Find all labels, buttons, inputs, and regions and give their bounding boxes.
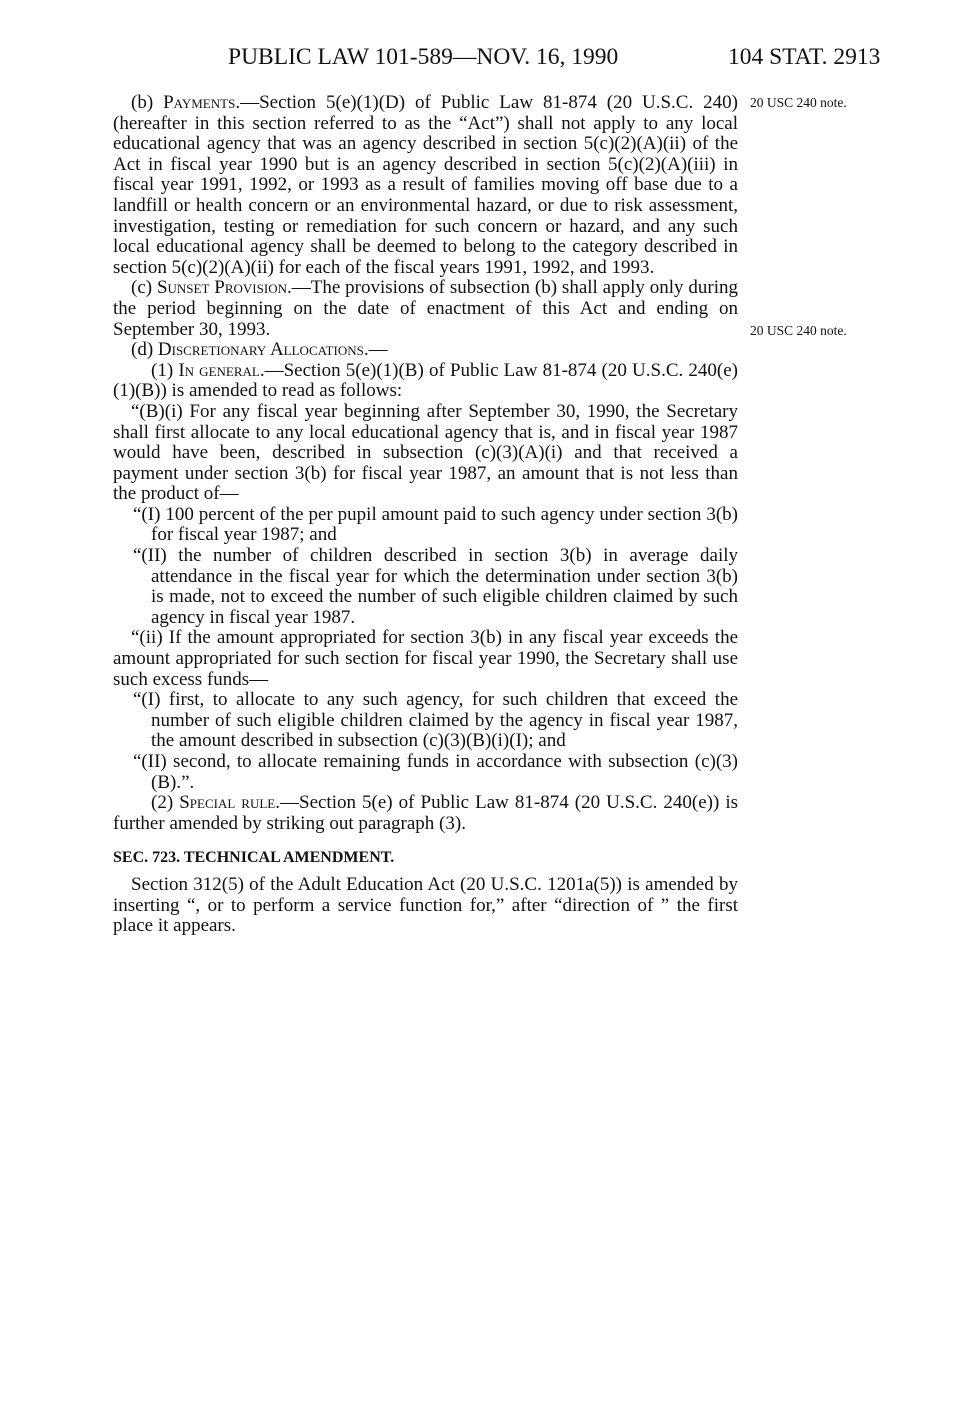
subsection-d bbox=[113, 340, 738, 361]
subsection-text: .— bbox=[363, 339, 388, 361]
subsection-label: (c) bbox=[131, 277, 153, 299]
subsection-heading: Sunset Provision bbox=[156, 277, 287, 299]
subsection-label: (d) bbox=[131, 339, 154, 361]
subsection-heading: Discretionary Allocations bbox=[157, 339, 364, 361]
paragraph-d1 bbox=[113, 361, 738, 402]
paragraph-text: .—Section 5(e) of Public Law 81-874 (20 U.S.C. 240(e)) is further amended by striking out paragraph (3). bbox=[113, 792, 738, 834]
subsection-text: .—The provisions of subsection (b) shall apply only during the period beginning on the date of enactment of this Act and ending on September 30, 1993. bbox=[113, 277, 739, 340]
paragraph-text: .—Section 5(e)(1)(B) of Public Law 81-874 (20 U.S.C. 240(e)(1)(B)) is amended to read as follows: bbox=[113, 359, 738, 402]
paragraph-heading: In general bbox=[178, 359, 260, 381]
paragraph-label: (1) bbox=[151, 359, 174, 381]
law-title: PUBLIC LAW 101-589—NOV. 16, 1990 bbox=[228, 44, 619, 70]
paragraph-d2 bbox=[113, 793, 738, 834]
subclause-b-i-II: “(II) the number of children described in section 3(b) in average daily attendance in the fiscal year for which the determination under section 3(b) is made, not to exceed the number of such eligible children claimed by such agency in fiscal year 1987. bbox=[133, 545, 738, 628]
subsection-label: (b) bbox=[131, 92, 154, 113]
section-heading: SEC. 723. TECHNICAL AMENDMENT. bbox=[113, 849, 395, 867]
subsection-heading: Payments bbox=[163, 92, 236, 113]
subsection-text: .—Section 5(e)(1)(D) of Public Law 81-874 (20 U.S.C. 240) (hereafter in this section referred to as the “Act”) shall not apply to any local educational agency that was an agency described in section 5(c)(2)(A)(ii) of the Act in fiscal year 1990 but is an agency described in section 5(c)(2)(A)(iii) in fiscal year 1991, 1992, or 1993 as a result of families moving off base due to a landfill or health concern or an environmental hazard, or due to risk assessment, investigation, testing or remediation for such concern or hazard, and any such local educational agency shall be deemed to belong to the category described in section 5(c)(2)(A)(ii) for each of the fiscal years 1991, 1992, and 1993. bbox=[113, 92, 738, 278]
clause-b-i: “(B)(i) For any fiscal year beginning after September 30, 1990, the Secretary shall first allocate to any local educational agency that is, and in fiscal year 1987 would have been, described in subsection (c)(3)(A)(i) and that received a payment under section 3(b) for fiscal year 1987, an amount that is not less than the product of— bbox=[113, 400, 738, 505]
subsection-b bbox=[113, 93, 738, 278]
subclause-b-ii-I: “(I) first, to allocate to any such agency, for such children that exceed the number of such eligible children claimed by the agency in fiscal year 1987, the amount described in subsection (c)(3)(B)(i)(I); and bbox=[133, 689, 738, 752]
subclause-b-i-I: “(I) 100 percent of the per pupil amount paid to such agency under section 3(b) for fiscal year 1987; and bbox=[133, 503, 738, 546]
subsection-c bbox=[113, 278, 738, 340]
margin-note-usc: 20 USC 240 note. bbox=[750, 323, 847, 338]
paragraph-label: (2) bbox=[151, 792, 174, 814]
margin-note-usc: 20 USC 240 note. bbox=[750, 95, 847, 110]
document-body bbox=[113, 93, 738, 937]
page-header bbox=[228, 42, 884, 72]
subclause-b-ii-II: “(II) second, to allocate remaining funds in accordance with subsection (c)(3)(B).”. bbox=[133, 751, 738, 793]
stat-number: 104 STAT. 2913 bbox=[728, 44, 881, 70]
clause-b-ii: “(ii) If the amount appropriated for section 3(b) in any fiscal year exceeds the amount appropriated for such section for fiscal year 1990, the Secretary shall use such excess funds— bbox=[113, 627, 738, 690]
paragraph-heading: Special rule bbox=[179, 792, 276, 814]
section-723-text: Section 312(5) of the Adult Education Act (20 U.S.C. 1201a(5)) is amended by inserting “, or to perform a service function for,” after “direction of ” the first place it appears. bbox=[113, 873, 738, 937]
